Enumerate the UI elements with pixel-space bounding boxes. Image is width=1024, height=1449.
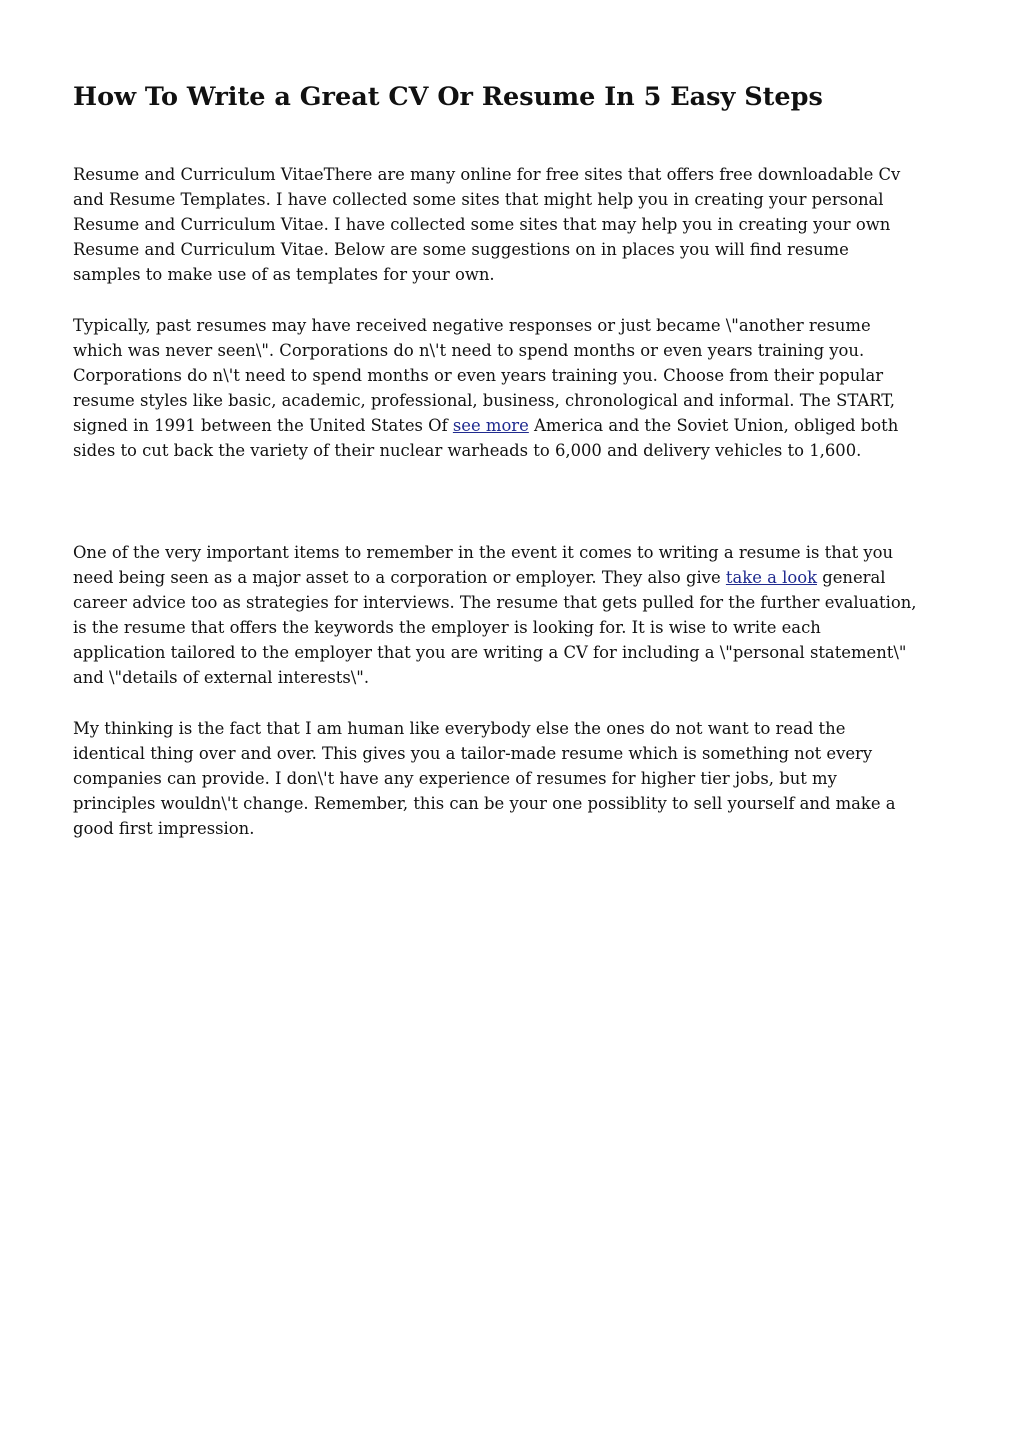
paragraph-line: Resume and Curriculum Vitae. Below are some suggestions on in places you will find resume <box>73 240 849 260</box>
paragraph-line: sides to cut back the variety of their nuclear warheads to 6,000 and delivery vehicles to 1,600. <box>73 441 862 461</box>
paragraph-line: good first impression. <box>73 819 255 839</box>
paragraph-line: One of the very important items to remember in the event it comes to writing a resume is that you <box>73 543 894 562</box>
link-suffix-text: America and the Soviet Union, obliged both <box>528 416 899 436</box>
paragraph-line: Typically, past resumes may have received negative responses or just became \"another resume <box>73 316 871 335</box>
paragraph-line: career advice too as strategies for interviews. The resume that gets pulled for the further evaluation, <box>73 593 917 613</box>
link-prefix-text: need being seen as a major asset to a corporation or employer. They also give <box>73 568 726 588</box>
paragraph-line: resume styles like basic, academic, professional, business, chronological and informal. The START, <box>73 391 895 411</box>
paragraph-line-with-link <box>73 565 953 590</box>
paragraph-line: Resume and Curriculum VitaeThere are many online for free sites that offers free downloadable Cv <box>73 165 901 184</box>
paragraph-line-with-link <box>73 413 953 438</box>
see-more-link[interactable]: see more <box>452 416 529 436</box>
paragraph-line: principles wouldn\'t change. Remember, this can be your one possiblity to sell yourself and make a <box>73 794 896 814</box>
paragraph-line: and \"details of external interests\". <box>73 668 370 688</box>
paragraph-line: is the resume that offers the keywords the employer is looking for. It is wise to write each <box>73 618 821 638</box>
link-suffix-text: general <box>817 568 886 588</box>
paragraph-line: and Resume Templates. I have collected some sites that might help you in creating your personal <box>73 190 884 210</box>
paragraph-1 <box>73 162 953 287</box>
link-prefix-text: signed in 1991 between the United States Of <box>73 416 453 436</box>
paragraph-line: companies can provide. I don\'t have any experience of resumes for higher tier jobs, but my <box>73 769 837 789</box>
paragraph-line: My thinking is the fact that I am human like everybody else the ones do not want to read the <box>73 719 846 738</box>
paragraph-line: samples to make use of as templates for your own. <box>73 265 495 285</box>
paragraph-line: identical thing over and over. This gives you a tailor-made resume which is something not every <box>73 744 873 764</box>
paragraph-line: Resume and Curriculum Vitae. I have collected some sites that may help you in creating your own <box>73 215 891 235</box>
paragraph-line: Corporations do n\'t need to spend months or even years training you. Choose from their popular <box>73 366 884 386</box>
paragraph-line: which was never seen\". Corporations do n\'t need to spend months or even years training you. <box>73 341 865 361</box>
paragraph-line: application tailored to the employer that you are writing a CV for including a \"personal statement\" <box>73 643 907 663</box>
paragraph-4 <box>73 716 953 841</box>
page-title: How To Write a Great CV Or Resume In 5 Easy Steps <box>73 82 823 112</box>
paragraph-2 <box>73 313 953 464</box>
paragraph-3 <box>73 540 953 691</box>
take-a-look-link[interactable]: take a look <box>725 568 817 588</box>
